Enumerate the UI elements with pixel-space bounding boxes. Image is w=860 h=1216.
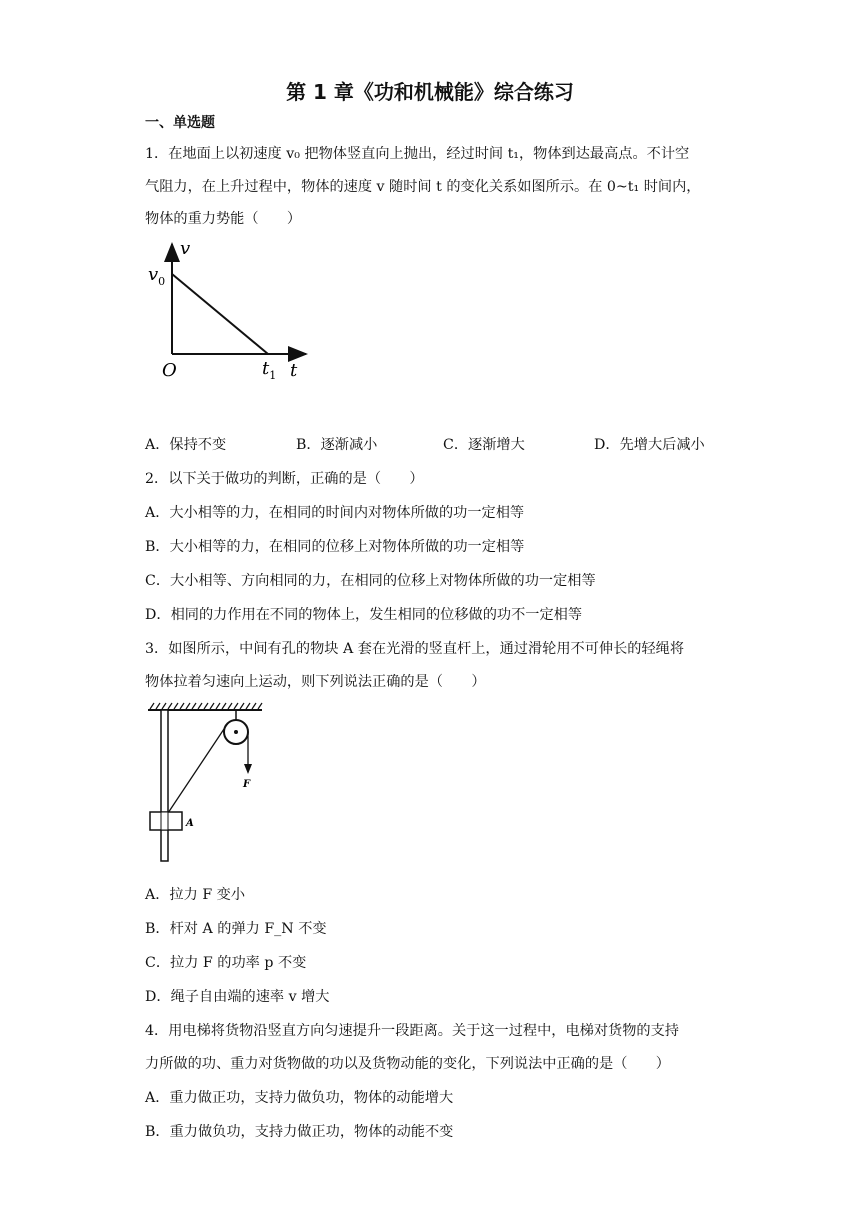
q3-line-2: 物体拉着匀速向上运动，则下列说法正确的是（ ）: [145, 674, 486, 690]
q1-option-d: D．先增大后减小: [594, 437, 705, 453]
graph-origin-label: O: [162, 360, 177, 381]
q2-option-b: B．大小相等的力，在相同的位移上对物体所做的功一定相等: [145, 539, 525, 555]
graph-velocity-line: [172, 274, 268, 354]
q4-line-1: 4．用电梯将货物沿竖直方向匀速提升一段距离。关于这一过程中，电梯对货物的支持: [145, 1023, 679, 1039]
q1-line-1: 1．在地面上以初速度 v₀ 把物体竖直向上抛出，经过时间 t₁，物体到达最高点。不计空: [145, 146, 690, 162]
graph-x-label: t: [290, 360, 298, 381]
graph-v0-label: $v_0$: [148, 264, 166, 288]
vertical-rod: [161, 710, 168, 861]
pulley-diagram: [140, 700, 270, 865]
q3-option-d: D．绳子自由端的速率 v 增大: [145, 989, 330, 1005]
q4-line-2: 力所做的功、重力对货物做的功以及货物动能的变化，下列说法中正确的是（ ）: [145, 1056, 670, 1072]
rope-to-block: [168, 723, 228, 813]
q2-stem: 2．以下关于做功的判断，正确的是（ ）: [145, 471, 424, 487]
force-arrow-icon: [244, 764, 252, 774]
q4-option-a: A．重力做正功，支持力做负功，物体的动能增大: [145, 1090, 454, 1106]
q3-option-a: A．拉力 F 变小: [145, 887, 246, 903]
q2-option-c: C．大小相等、方向相同的力，在相同的位移上对物体所做的功一定相等: [145, 573, 596, 589]
graph-y-label: v: [180, 238, 191, 259]
ceiling-hatching: [150, 703, 262, 709]
pulley-axle: [234, 730, 238, 734]
q4-option-b: B．重力做负功，支持力做正功，物体的动能不变: [145, 1124, 454, 1140]
q1-option-c: C．逐渐增大: [443, 437, 525, 453]
block-label: A: [186, 818, 194, 829]
rod-through-block: [161, 812, 168, 830]
q1-option-b: B．逐渐减小: [296, 437, 378, 453]
q3-option-b: B．杆对 A 的弹力 F_N 不变: [145, 921, 327, 937]
q3-line-1: 3．如图所示，中间有孔的物块 A 套在光滑的竖直杆上，通过滑轮用不可伸长的轻绳将: [145, 641, 685, 657]
q2-option-a: A．大小相等的力，在相同的时间内对物体所做的功一定相等: [145, 505, 525, 521]
q1-line-2: 气阻力，在上升过程中，物体的速度 v 随时间 t 的变化关系如图所示。在 0~t₁ 时间内，: [145, 179, 701, 195]
q3-option-c: C．拉力 F 的功率 p 不变: [145, 955, 307, 971]
q1-line-3: 物体的重力势能（ ）: [145, 211, 302, 227]
velocity-time-graph: [140, 238, 320, 388]
q1-option-a: A．保持不变: [145, 437, 227, 453]
page-title: 第 1 章《功和机械能》综合练习: [286, 80, 574, 104]
force-label: F: [243, 779, 251, 790]
graph-t1-label: $t_1$: [262, 358, 277, 382]
section-heading: 一、单选题: [145, 115, 215, 131]
q2-option-d: D．相同的力作用在不同的物体上，发生相同的位移做的功不一定相等: [145, 607, 583, 623]
